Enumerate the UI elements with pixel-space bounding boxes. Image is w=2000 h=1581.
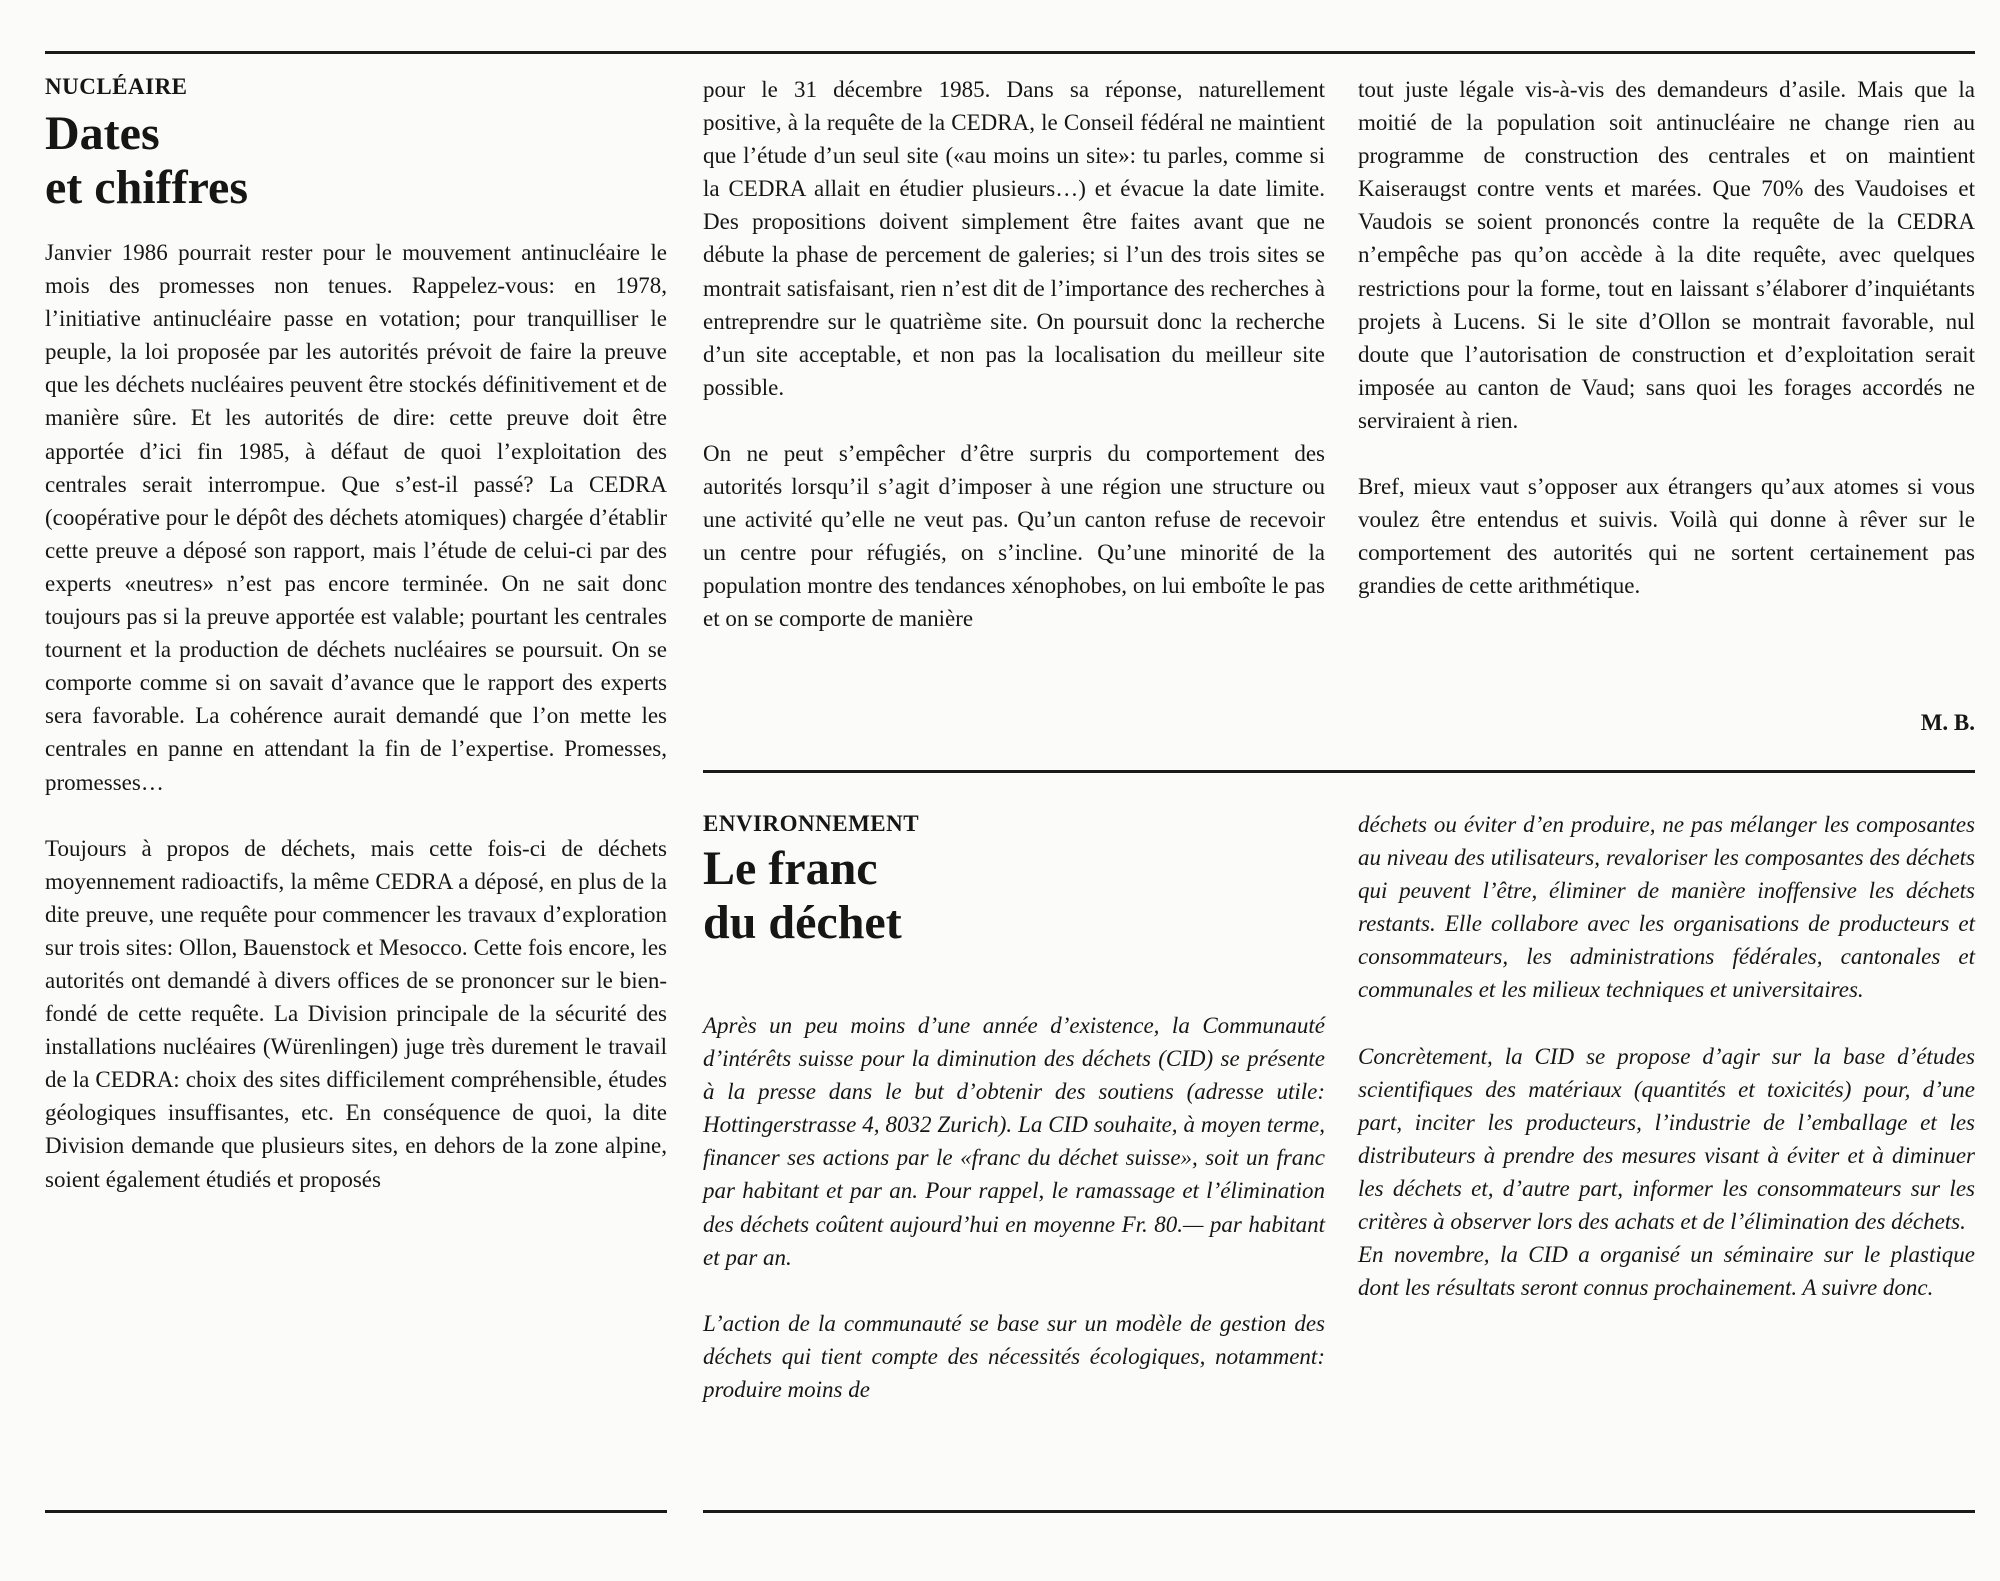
article1-title bbox=[45, 107, 248, 215]
article2-col2-paragraph2: L’action de la communauté se base sur un modèle de gestion des déchets qui tient compte des nécessités écologiques, notamment: produire moins de bbox=[703, 1310, 1325, 1402]
article1-col3-paragraph2: Bref, mieux vaut s’opposer aux étrangers qu’aux atomes si vous voulez être entendus et suivis. Voilà qui donne à rêver sur le comportement des autorités qui ne sortent certainement pas grandies de cette arithmétique. bbox=[1358, 474, 1975, 599]
article2-column-2 bbox=[703, 1009, 1325, 1406]
bottom-rule-right bbox=[703, 1510, 1975, 1513]
article2-col3-paragraph2: Concrètement, la CID se propose d’agir sur la base d’études scientifiques des matériaux (quantités et toxicités) pour, d’une part, inciter les producteurs, l’industrie de l’emballage et les distributeurs à prendre des mesures visant à éviter et à diminuer les déchets et, d’autre part, informer les consommateurs sur les critères à observer lors des achats et de l’élimination des déchets. bbox=[1358, 1043, 1975, 1235]
article2-column-3 bbox=[1358, 808, 1975, 1304]
article1-column-1 bbox=[45, 236, 667, 1196]
article1-title-line1: Dates bbox=[45, 107, 160, 160]
article2-col3-paragraph3: En novembre, la CID a organisé un séminaire sur le plastique dont les résultats seront connus prochainement. A suivre donc. bbox=[1358, 1242, 1975, 1301]
article1-col3-paragraph1: tout juste légale vis-à-vis des demandeurs d’asile. Mais que la moitié de la population soit antinucléaire ne change rien au programme de construction des centrales et on maintient Kaiseraugst contre vents et marées. Que 70% des Vaudoises et Vaudois se soient prononcés contre la requête de la CEDRA n’empêche pas qu’on accède à la dite requête, avec quelques restrictions pour la forme, tout en laissant s’élaborer d’inquiétants projets à Lucens. Si le site d’Ollon se montrait favorable, nul doute que l’autorisation de construction et d’exploitation serait imposée au canton de Vaud; sans quoi les forages accordés ne serviraient à rien. bbox=[1358, 77, 1975, 433]
article2-col3-paragraph1: déchets ou éviter d’en produire, ne pas mélanger les composantes au niveau des utilisateurs, revaloriser les composantes des déchets qui peuvent l’être, éliminer de manière inoffensive les déchets restants. Elle collabore avec les organisations de producteurs et consommateurs, les administrations fédérales, cantonales et communales et les milieux techniques et universitaires. bbox=[1358, 812, 1975, 1003]
article1-kicker: NUCLÉAIRE bbox=[45, 74, 188, 99]
article1-col1-paragraph1: Janvier 1986 pourrait rester pour le mouvement antinucléaire le mois des promesses non tenues. Rappelez-vous: en 1978, l’initiative antinucléaire passe en votation; pour tranquilliser le peuple, la loi proposée par les autorités prévoit de faire la preuve que les déchets nucléaires peuvent être stockés définitivement et de manière sûre. Et les autorités de dire: cette preuve doit être apportée d’ici fin 1985, à défaut de quoi l’exploitation des centrales serait interrompue. Que s’est-il passé? La CEDRA (coopérative pour le dépôt des déchets atomiques) chargée d’établir cette preuve a déposé son rapport, mais l’étude de celui-ci par des experts «neutres» n’est pas encore terminée. On ne sait donc toujours pas si la preuve apportée est valable; pourtant les centrales tournent et la production de déchets nucléaires se poursuit. On se comporte comme si on savait d’avance que le rapport des experts sera favorable. La cohérence aurait demandé que l’on mette les centrales en panne en attendant la fin de l’expertise. Promesses, promesses… bbox=[45, 240, 667, 795]
article2-title-line2: du déchet bbox=[703, 896, 902, 949]
article2-col2-paragraph1: Après un peu moins d’une année d’existence, la Communauté d’intérêts suisse pour la diminution des déchets (CID) se présente à la presse dans le but d’obtenir des soutiens (adresse utile: Hottingerstrasse 4, 8032 Zurich). La CID souhaite, à moyen terme, financer ses actions par le «franc du déchet suisse», soit un franc par habitant et par an. Pour rappel, le ramassage et l’élimination des déchets coûtent aujourd’hui en moyenne Fr. 80.— par habitant et par an. bbox=[703, 1013, 1325, 1270]
article1-column-3 bbox=[1358, 73, 1975, 602]
article1-signature: M. B. bbox=[1920, 710, 1975, 735]
article1-col2-paragraph1: pour le 31 décembre 1985. Dans sa réponse, naturellement positive, à la requête de la CEDRA, le Conseil fédéral ne maintient que l’étude d’un seul site («au moins un site»: tu parles, comme si la CEDRA allait en étudier plusieurs…) et évacue la date limite. Des propositions doivent simplement être faites avant que ne débute la phase de percement de galeries; si l’un des trois sites se montrait satisfaisant, rien n’est dit de l’importance des recherches à entreprendre sur le quatrième site. On poursuit donc la recherche d’un site acceptable, et non pas la localisation du meilleur site possible. bbox=[703, 77, 1325, 400]
article1-col1-paragraph2: Toujours à propos de déchets, mais cette fois-ci de déchets moyennement radioactifs, la même CEDRA a déposé, en plus de la dite preuve, une requête pour commencer les travaux d’exploration sur trois sites: Ollon, Bauenstock et Mesocco. Cette fois encore, les autorités ont demandé à divers offices de se prononcer sur le bien-fondé de cette requête. La Division principale de la sécurité des installations nucléaires (Würenlingen) juge très durement le travail de la CEDRA: choix des sites difficilement compréhensible, études géologiques insuffisantes, etc. En conséquence de quoi, la dite Division demande que plusieurs sites, en dehors de la zone alpine, soient également étudiés et proposés bbox=[45, 835, 667, 1192]
article1-col2-paragraph2: On ne peut s’empêcher d’être surpris du comportement des autorités lorsqu’il s’agit d’imposer à une région une structure ou une activité qu’elle ne veut pas. Qu’un canton refuse de recevoir un centre pour réfugiés, on s’incline. Qu’une minorité de la population montre des tendances xénophobes, on lui emboîte le pas et on se comporte de manière bbox=[703, 440, 1325, 632]
bottom-rule-left bbox=[45, 1510, 667, 1513]
article1-column-2 bbox=[703, 73, 1325, 636]
middle-rule bbox=[703, 770, 1975, 773]
article2-title-line1: Le franc bbox=[703, 842, 878, 895]
article2-title bbox=[703, 842, 902, 950]
article1-title-line2: et chiffres bbox=[45, 161, 249, 214]
top-rule bbox=[45, 51, 1975, 54]
article2-kicker: ENVIRONNEMENT bbox=[703, 811, 920, 836]
